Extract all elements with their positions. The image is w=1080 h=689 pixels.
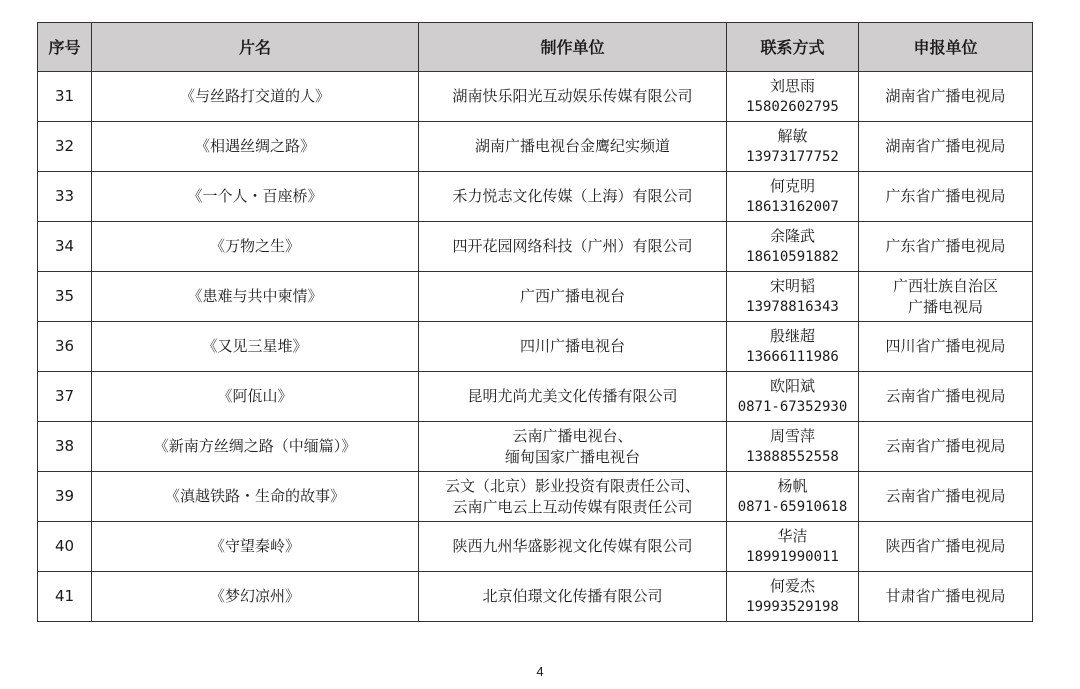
table-row	[38, 72, 1033, 122]
contact-phone: 15802602795	[746, 98, 839, 115]
producer-line: 云南广播电视台、	[512, 426, 633, 445]
header-producer: 制作单位	[419, 23, 727, 72]
contact-phone: 0871-67352930	[737, 398, 848, 415]
contact-name: 何爱杰	[769, 576, 815, 595]
contact-name: 刘思雨	[769, 76, 815, 95]
applicant-line: 广东省广播电视局	[885, 187, 1006, 205]
cell-serial-number: 37	[38, 372, 92, 422]
cell-contact	[727, 472, 859, 522]
contact-name: 解敏	[777, 126, 808, 145]
producer-line: 四开花园网络科技（广州）有限公司	[452, 237, 693, 255]
contact-phone: 18991990011	[746, 548, 839, 565]
cell-producer	[419, 422, 727, 472]
producer-line: 湖南广播电视台金鹰纪实频道	[474, 137, 670, 155]
cell-title: 《梦幻凉州》	[92, 572, 419, 622]
cell-title: 《新南方丝绸之路（中缅篇）》	[92, 422, 419, 472]
contact-name: 欧阳斌	[769, 376, 815, 395]
cell-applicant	[859, 322, 1033, 372]
cell-producer	[419, 222, 727, 272]
cell-producer	[419, 172, 727, 222]
cell-contact	[727, 272, 859, 322]
table-row	[38, 172, 1033, 222]
cell-contact	[727, 372, 859, 422]
applicant-line: 广西壮族自治区	[892, 276, 998, 295]
table-row	[38, 422, 1033, 472]
cell-applicant	[859, 522, 1033, 572]
cell-contact	[727, 72, 859, 122]
cell-applicant	[859, 472, 1033, 522]
applicant-line: 湖南省广播电视局	[885, 137, 1006, 155]
producer-line: 缅甸国家广播电视台	[504, 447, 640, 466]
cell-contact	[727, 522, 859, 572]
contact-phone: 13888552558	[746, 448, 839, 465]
header-title: 片名	[92, 23, 419, 72]
contact-phone: 0871-65910618	[737, 498, 848, 515]
applicant-line: 广播电视局	[907, 297, 983, 316]
applicant-line: 湖南省广播电视局	[885, 87, 1006, 105]
cell-producer	[419, 522, 727, 572]
producer-line: 湖南快乐阳光互动娱乐传媒有限公司	[452, 87, 693, 105]
table-row	[38, 572, 1033, 622]
header-contact: 联系方式	[727, 23, 859, 72]
cell-serial-number: 36	[38, 322, 92, 372]
cell-applicant	[859, 422, 1033, 472]
cell-applicant	[859, 72, 1033, 122]
producer-line: 禾力悦志文化传媒（上海）有限公司	[452, 187, 693, 205]
table-row	[38, 322, 1033, 372]
table-row	[38, 272, 1033, 322]
cell-contact	[727, 122, 859, 172]
cell-serial-number: 38	[38, 422, 92, 472]
contact-name: 华洁	[777, 526, 808, 545]
table-body	[38, 72, 1033, 622]
cell-serial-number: 31	[38, 72, 92, 122]
table-header-row	[38, 23, 1033, 72]
applicant-line: 甘肃省广播电视局	[885, 587, 1006, 605]
applicant-line: 云南省广播电视局	[885, 487, 1006, 505]
cell-title: 《相遇丝绸之路》	[92, 122, 419, 172]
cell-title: 《滇越铁路・生命的故事》	[92, 472, 419, 522]
cell-contact	[727, 572, 859, 622]
cell-title: 《与丝路打交道的人》	[92, 72, 419, 122]
producer-line: 广西广播电视台	[519, 287, 625, 305]
cell-serial-number: 41	[38, 572, 92, 622]
producer-line: 陕西九州华盛影视文化传媒有限公司	[452, 537, 693, 555]
cell-title: 《守望秦岭》	[92, 522, 419, 572]
cell-contact	[727, 172, 859, 222]
contact-phone: 18610591882	[746, 248, 839, 265]
header-applicant: 申报单位	[859, 23, 1033, 72]
cell-title: 《又见三星堆》	[92, 322, 419, 372]
cell-title: 《阿佤山》	[92, 372, 419, 422]
applicant-line: 陕西省广播电视局	[885, 537, 1006, 555]
producer-line: 云文（北京）影业投资有限责任公司、	[444, 476, 700, 495]
contact-name: 杨帆	[777, 476, 808, 495]
cell-applicant	[859, 572, 1033, 622]
cell-serial-number: 35	[38, 272, 92, 322]
cell-contact	[727, 322, 859, 372]
contact-name: 周雪萍	[769, 426, 815, 445]
contact-name: 余隆武	[769, 226, 815, 245]
table-row	[38, 122, 1033, 172]
producer-line: 北京伯璟文化传播有限公司	[482, 587, 663, 605]
cell-applicant	[859, 222, 1033, 272]
cell-producer	[419, 572, 727, 622]
program-table	[37, 22, 1033, 622]
cell-producer	[419, 322, 727, 372]
contact-name: 宋明韬	[769, 276, 815, 295]
cell-title: 《万物之生》	[92, 222, 419, 272]
contact-phone: 13973177752	[746, 148, 839, 165]
contact-phone: 13978816343	[746, 298, 839, 315]
table-row	[38, 472, 1033, 522]
cell-producer	[419, 472, 727, 522]
cell-title: 《一个人・百座桥》	[92, 172, 419, 222]
cell-contact	[727, 222, 859, 272]
cell-producer	[419, 122, 727, 172]
producer-line: 云南广电云上互动传媒有限责任公司	[452, 497, 693, 516]
contact-phone: 13666111986	[746, 348, 839, 365]
contact-name: 何克明	[769, 176, 815, 195]
applicant-line: 云南省广播电视局	[885, 437, 1006, 455]
cell-serial-number: 40	[38, 522, 92, 572]
contact-phone: 18613162007	[746, 198, 839, 215]
cell-serial-number: 39	[38, 472, 92, 522]
table-row	[38, 522, 1033, 572]
cell-serial-number: 34	[38, 222, 92, 272]
applicant-line: 云南省广播电视局	[885, 387, 1006, 405]
page-number: 4	[536, 664, 544, 679]
table-row	[38, 222, 1033, 272]
table-row	[38, 372, 1033, 422]
applicant-line: 四川省广播电视局	[885, 337, 1006, 355]
contact-name: 殷继超	[769, 326, 815, 345]
producer-line: 四川广播电视台	[519, 337, 625, 355]
header-serial-number: 序号	[38, 23, 92, 72]
cell-applicant	[859, 272, 1033, 322]
cell-serial-number: 32	[38, 122, 92, 172]
cell-serial-number: 33	[38, 172, 92, 222]
producer-line: 昆明尤尚尤美文化传播有限公司	[467, 387, 678, 405]
cell-contact	[727, 422, 859, 472]
cell-title: 《患难与共中柬情》	[92, 272, 419, 322]
cell-producer	[419, 372, 727, 422]
applicant-line: 广东省广播电视局	[885, 237, 1006, 255]
cell-applicant	[859, 372, 1033, 422]
cell-producer	[419, 72, 727, 122]
cell-applicant	[859, 172, 1033, 222]
contact-phone: 19993529198	[746, 598, 839, 615]
cell-applicant	[859, 122, 1033, 172]
cell-producer	[419, 272, 727, 322]
